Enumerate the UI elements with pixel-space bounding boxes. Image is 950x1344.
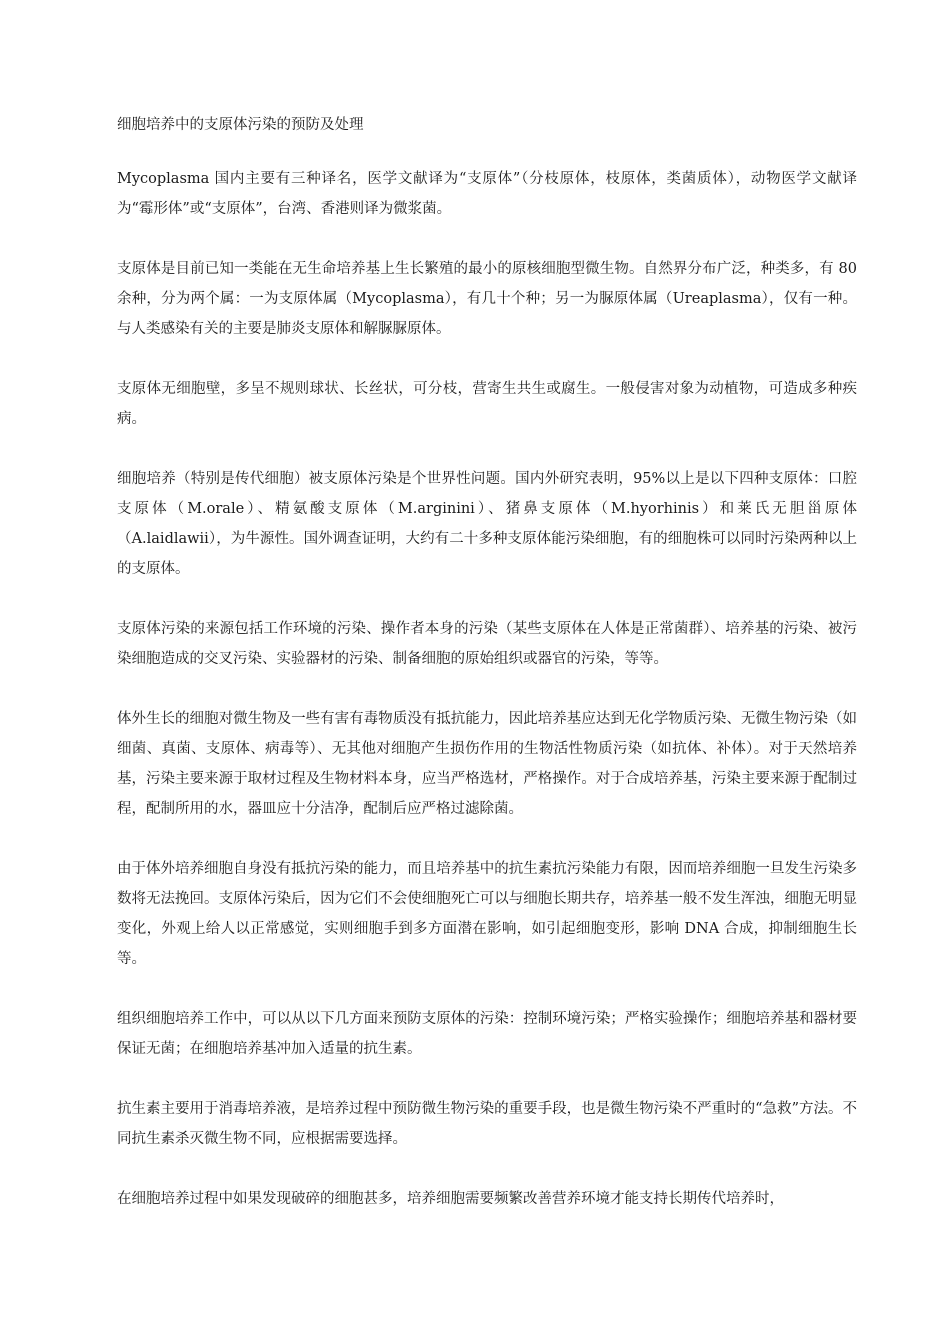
paragraph-mycoplasma-definition: 支原体是目前已知一类能在无生命培养基上生长繁殖的最小的原核细胞型微生物。自然界分布广泛，种类多，有 80 余种，分为两个属：一为支原体属（Mycoplasma），有几十个种；另一为脲原体属（Ureaplasma），仅有一种。与人类感染有关的主要是肺炎支原体和解脲脲原体。 bbox=[117, 261, 857, 337]
paragraph-prevention: 组织细胞培养工作中，可以从以下几方面来预防支原体的污染：控制环境污染；严格实验操作；细胞培养基和器材要保证无菌；在细胞培养基冲加入适量的抗生素。 bbox=[117, 1011, 857, 1057]
paragraph-contamination-effects: 由于体外培养细胞自身没有抵抗污染的能力，而且培养基中的抗生素抗污染能力有限，因而培养细胞一旦发生污染多数将无法挽回。支原体污染后，因为它们不会使细胞死亡可以与细胞长期共存，培养基一般不发生浑浊，细胞无明显变化，外观上给人以正常感觉，实则细胞手到多方面潜在影响，如引起细胞变形，影响 DNA 合成，抑制细胞生长等。 bbox=[117, 861, 857, 967]
document-page bbox=[117, 110, 857, 1244]
document-title: 细胞培养中的支原体污染的预防及处理 bbox=[117, 117, 364, 133]
paragraph-mycoplasma-morphology: 支原体无细胞壁，多呈不规则球状、长丝状，可分枝，营寄生共生或腐生。一般侵害对象为动植物，可造成多种疾病。 bbox=[117, 381, 857, 427]
paragraph-contamination-sources: 支原体污染的来源包括工作环境的污染、操作者本身的污染（某些支原体在人体是正常菌群）、培养基的污染、被污染细胞造成的交叉污染、实验器材的污染、制备细胞的原始组织或器官的污染，等等。 bbox=[117, 621, 857, 667]
paragraph-mycoplasma-names: Mycoplasma 国内主要有三种译名，医学文献译为“支原体”（分枝原体，枝原体，类菌质体），动物医学文献译为“霉形体”或“支原体”，台湾、香港则译为微浆菌。 bbox=[117, 171, 857, 217]
paragraph-contamination-species: 细胞培养（特别是传代细胞）被支原体污染是个世界性问题。国内外研究表明，95%以上是以下四种支原体：口腔支原体（M.orale）、精氨酸支原体（M.arginini）、猪鼻支原体（M.hyorhinis）和莱氏无胆甾原体（A.laidlawii），为牛源性。国外调查证明，大约有二十多种支原体能污染细胞，有的细胞株可以同时污染两种以上的支原体。 bbox=[117, 471, 857, 577]
paragraph-broken-cells: 在细胞培养过程中如果发现破碎的细胞甚多，培养细胞需要频繁改善营养环境才能支持长期传代培养时， bbox=[117, 1191, 784, 1207]
paragraph-antibiotics: 抗生素主要用于消毒培养液，是培养过程中预防微生物污染的重要手段，也是微生物污染不严重时的“急救”方法。不同抗生素杀灭微生物不同，应根据需要选择。 bbox=[117, 1101, 857, 1147]
paragraph-medium-requirements: 体外生长的细胞对微生物及一些有害有毒物质没有抵抗能力，因此培养基应达到无化学物质污染、无微生物污染（如细菌、真菌、支原体、病毒等）、无其他对细胞产生损伤作用的生物活性物质污染（如抗体、补体）。对于天然培养基，污染主要来源于取材过程及生物材料本身，应当严格选材，严格操作。对于合成培养基，污染主要来源于配制过程，配制所用的水，器皿应十分洁净，配制后应严格过滤除菌。 bbox=[117, 711, 857, 817]
